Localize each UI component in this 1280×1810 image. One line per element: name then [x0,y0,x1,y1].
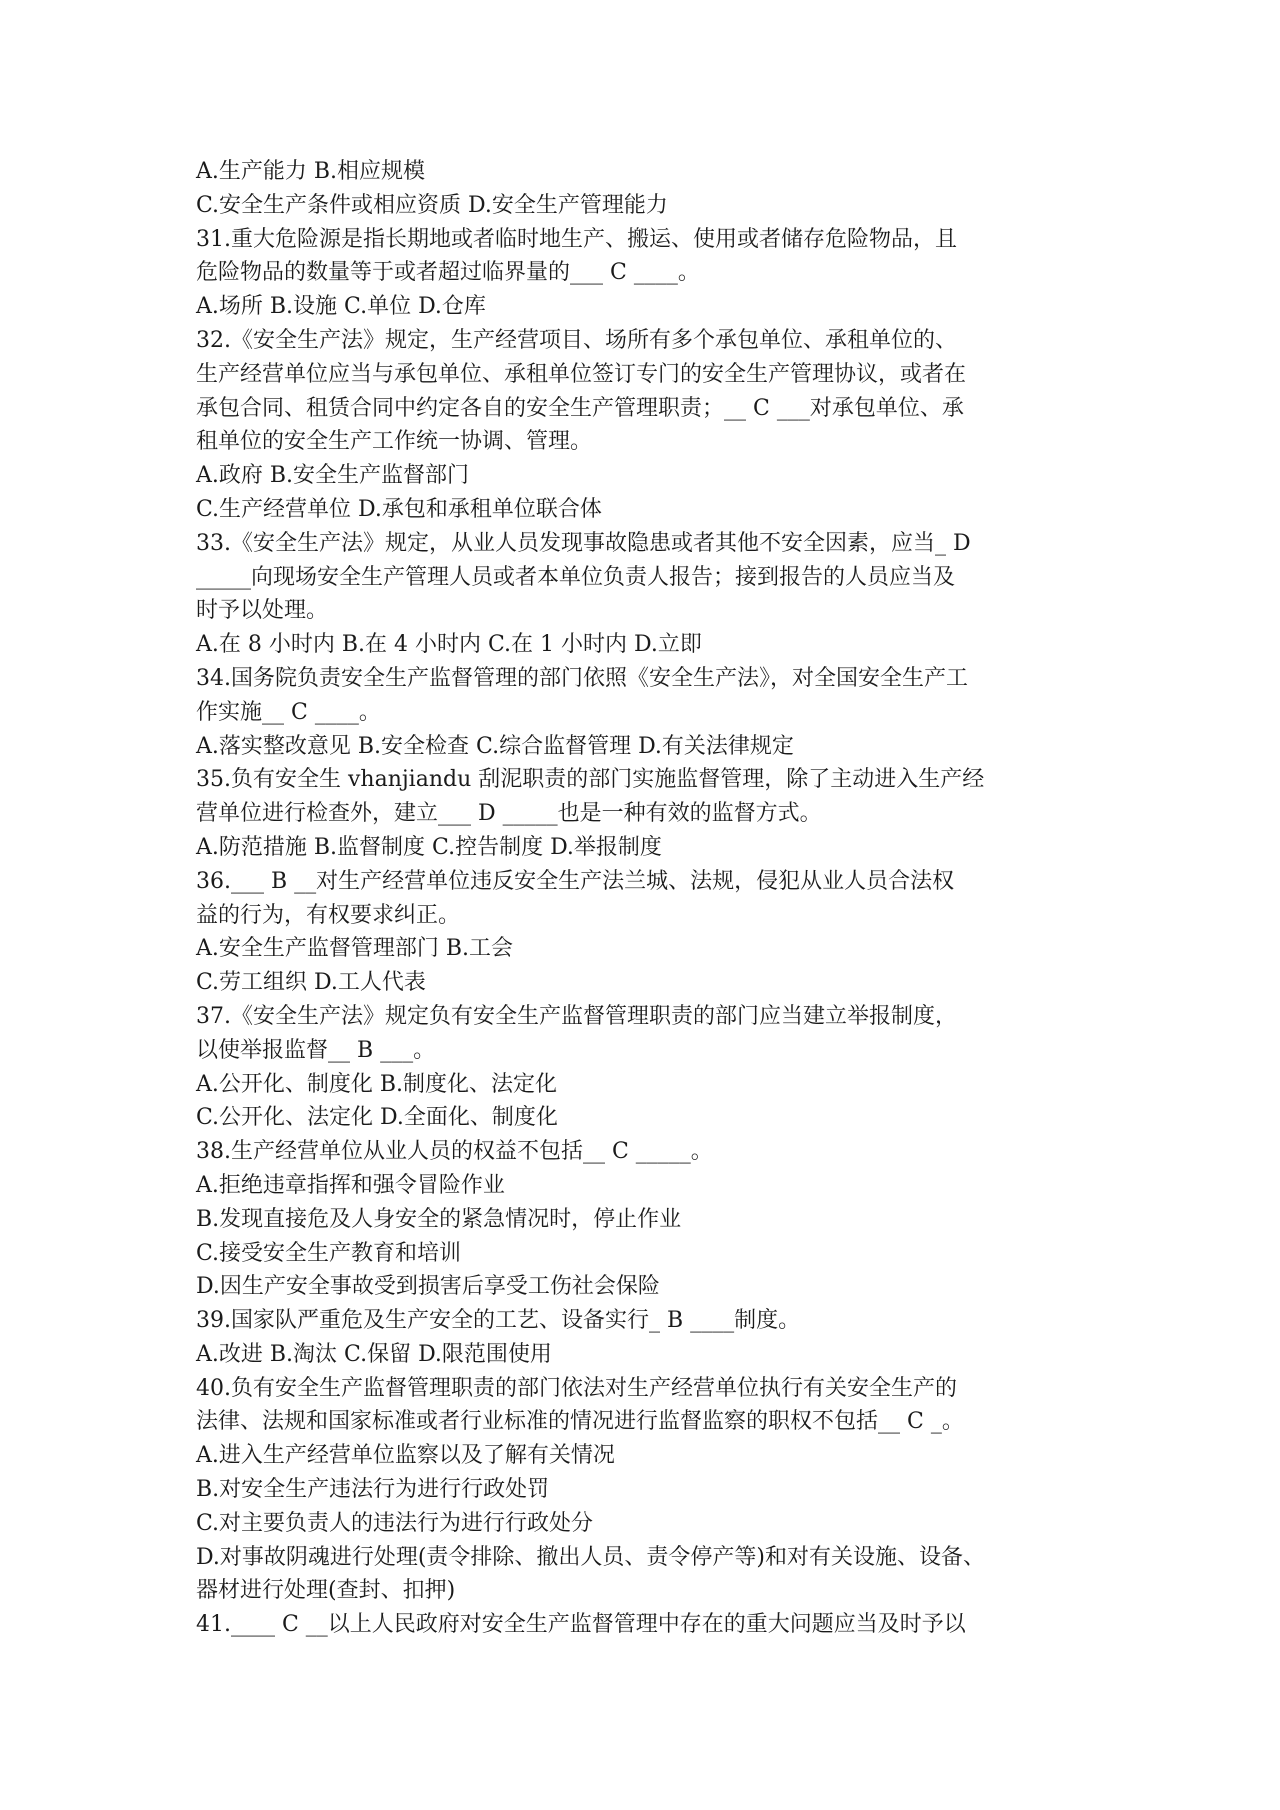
text-line: _____向现场安全生产管理人员或者本单位负责人报告；接到报告的人员应当及 [196,564,956,590]
question-37-line: 37.《安全生产法》规定负有安全生产监督管理职责的部门应当建立举报制度， [196,1003,957,1029]
question-36-line: 36.___ B __对生产经营单位违反安全生产法兰城、法规，侵犯从业人员合法权 [196,868,955,894]
options-line: C.公开化、法定化 D.全面化、制度化 [196,1105,558,1131]
question-31-line: 31.重大危险源是指长期地或者临时地生产、搬运、使用或者储存危险物品，且 [196,226,957,252]
text-line: A.生产能力 B.相应规模 [196,159,426,184]
text-line: 营单位进行检查外，建立___ D _____也是一种有效的监督方式。 [196,801,822,827]
options-line: A.政府 B.安全生产监督部门 [196,463,470,489]
text-line: 承包合同、租赁合同中约定各自的安全生产管理职责；__ C ___对承包单位、承 [196,395,964,421]
option-line: B.对安全生产违法行为进行行政处罚 [196,1477,550,1503]
question-34-line: 34.国务院负责安全生产监督管理的部门依照《安全生产法》，对全国安全生产工 [196,665,968,691]
options-line: C.劳工组织 D.工人代表 [196,970,426,996]
text-line: 危险物品的数量等于或者超过临界量的___ C ____。 [196,260,700,286]
text-line: 器材进行处理(查封、扣押) [196,1578,456,1604]
text-line: 租单位的安全生产工作统一协调、管理。 [196,429,593,455]
text-line: C.安全生产条件或相应资质 D.安全生产管理能力 [196,192,668,218]
options-line: A.改进 B.淘汰 C.保留 D.限范围使用 [196,1341,552,1367]
question-39-line: 39.国家队严重危及生产安全的工艺、设备实行_ B ____制度。 [196,1308,801,1334]
option-line: A.拒绝违章指挥和强令冒险作业 [196,1172,505,1198]
options-line: A.在 8 小时内 B.在 4 小时内 C.在 1 小时内 D.立即 [196,632,702,658]
question-38-line: 38.生产经营单位从业人员的权益不包括__ C _____。 [196,1139,713,1165]
option-line: A.进入生产经营单位监察以及了解有关情况 [196,1443,615,1469]
option-line: C.对主要负责人的违法行为进行行政处分 [196,1510,594,1536]
question-32-line: 32.《安全生产法》规定，生产经营项目、场所有多个承包单位、承租单位的、 [196,327,957,353]
question-41-line: 41.____ C __以上人民政府对安全生产监督管理中存在的重大问题应当及时予以 [196,1612,966,1638]
options-line: A.防范措施 B.监督制度 C.控告制度 D.举报制度 [196,834,662,860]
options-line: A.落实整改意见 B.安全检查 C.综合监督管理 D.有关法律规定 [196,733,794,759]
text-line: 益的行为，有权要求纠正。 [196,902,461,928]
options-line: A.安全生产监督管理部门 B.工会 [196,936,514,962]
options-line: A.场所 B.设施 C.单位 D.仓库 [196,294,486,320]
question-40-line: 40.负有安全生产监督管理职责的部门依法对生产经营单位执行有关安全生产的 [196,1375,957,1401]
option-line: C.接受安全生产教育和培训 [196,1240,462,1266]
options-line: C.生产经营单位 D.承包和承租单位联合体 [196,496,602,522]
text-line: 法律、法规和国家标准或者行业标准的情况进行监督监察的职权不包括__ C _。 [196,1409,964,1435]
question-33-line: 33.《安全生产法》规定，从业人员发现事故隐患或者其他不安全因素，应当_ D [196,530,971,556]
text-line: 时予以处理。 [196,598,329,624]
document-body [196,155,1096,1642]
text-line: 生产经营单位应当与承包单位、承租单位签订专门的安全生产管理协议，或者在 [196,361,967,387]
question-35-line: 35.负有安全生 vhanjiandu 刮泥职责的部门实施监督管理，除了主动进入生产经 [196,767,985,793]
option-line: D.对事故阴魂进行处理(责令排除、撤出人员、责令停产等)和对有关设施、设备、 [196,1544,986,1570]
options-line: A.公开化、制度化 B.制度化、法定化 [196,1071,558,1097]
option-line: B.发现直接危及人身安全的紧急情况时，停止作业 [196,1206,682,1232]
text-line: 以使举报监督__ B ___。 [196,1037,436,1063]
option-line: D.因生产安全事故受到损害后享受工伤社会保险 [196,1274,660,1300]
text-line: 作实施__ C ____。 [196,699,381,725]
